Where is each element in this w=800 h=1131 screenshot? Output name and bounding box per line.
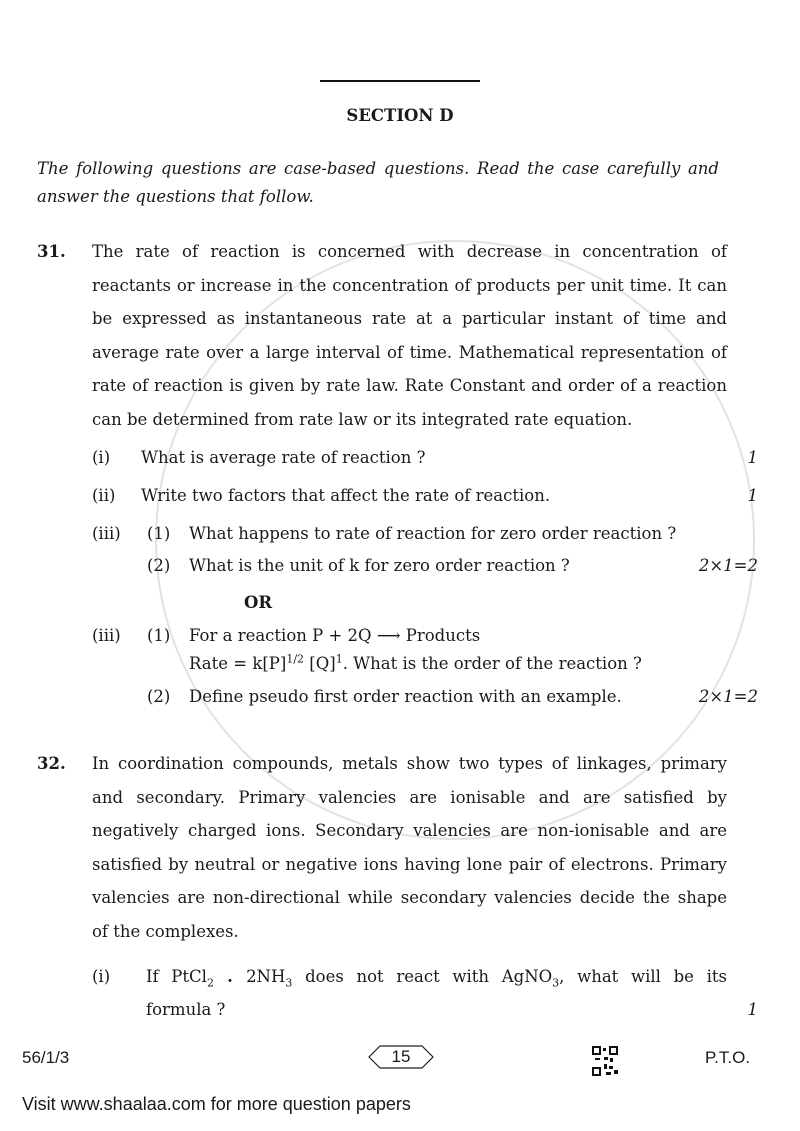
text-line: be expressed as instantaneous rate at a particular instant of time and <box>92 309 727 329</box>
text-line: of the complexes. <box>92 921 239 941</box>
pto-label: P.T.O. <box>705 1048 751 1067</box>
part-text: For a reaction P + 2Q ⟶ Products <box>189 626 481 645</box>
section-instructions: The following questions are case-based questions. Read the case carefully and answer the questions that follow. <box>37 159 719 206</box>
subq-label: (i) <box>92 967 111 986</box>
question-number: 32. <box>37 754 66 773</box>
marks: 1 <box>747 486 758 505</box>
subscript: 3 <box>552 976 560 990</box>
subq-text <box>146 965 727 989</box>
part-label: (2) <box>147 687 171 706</box>
marks: 2×1=2 <box>698 556 758 575</box>
text: Rate = k[P] <box>189 654 287 673</box>
subscript: 2 <box>206 976 214 990</box>
subq-text: What is average rate of reaction ? <box>141 448 426 467</box>
paper-code: 56/1/3 <box>22 1048 70 1067</box>
part-label: (1) <box>147 524 171 543</box>
marks: 2×1=2 <box>698 687 758 706</box>
subq-text: formula ? <box>146 1000 226 1019</box>
text: [Q] <box>304 654 336 673</box>
subq-text: Write two factors that affect the rate of reaction. <box>141 486 551 505</box>
qr-code-icon <box>592 1046 618 1076</box>
part-text: What happens to rate of reaction for zero order reaction ? <box>189 524 677 543</box>
text-line: satisfied by neutral or negative ions having lone pair of electrons. Primary <box>92 854 727 874</box>
text: . <box>213 967 247 986</box>
section-title: SECTION D <box>346 106 454 125</box>
text-line: rate of reaction is given by rate law. Rate Constant and order of a reaction <box>92 376 727 396</box>
text-line: valencies are non-directional while secondary valencies decide the shape <box>92 888 727 908</box>
text: 2NH <box>246 967 286 986</box>
text-line: average rate over a large interval of time. Mathematical representation of <box>92 342 727 362</box>
page-number-badge <box>368 1045 434 1069</box>
visit-link[interactable]: Visit www.shaalaa.com for more question papers <box>22 1094 411 1114</box>
part-label: (1) <box>147 626 171 645</box>
text-line: The rate of reaction is concerned with decrease in concentration of <box>92 242 727 261</box>
part-text: Define pseudo first order reaction with an example. <box>189 687 622 706</box>
text: . What is the order of the reaction ? <box>342 654 642 673</box>
exponent: 1 <box>335 652 343 666</box>
text-line: negatively charged ions. Secondary valencies are non-ionisable and are <box>92 821 727 841</box>
subscript: 3 <box>285 976 293 990</box>
top-rule <box>320 80 480 82</box>
subq-label: (iii) <box>92 626 121 645</box>
text: If PtCl <box>146 967 207 986</box>
exponent: 1/2 <box>286 652 305 666</box>
marks: 1 <box>747 448 758 467</box>
rate-law-text <box>189 652 642 676</box>
marks: 1 <box>747 1000 758 1019</box>
text-line: In coordination compounds, metals show two types of linkages, primary <box>92 754 727 773</box>
subq-label: (ii) <box>92 486 116 505</box>
subq-label: (i) <box>92 448 111 467</box>
text: does not react with AgNO <box>292 967 553 986</box>
text-line: and secondary. Primary valencies are ionisable and are satisfied by <box>92 787 727 807</box>
or-label: OR <box>244 593 273 612</box>
text-line: reactants or increase in the concentration of products per unit time. It can <box>92 275 727 295</box>
question-number: 31. <box>37 242 66 261</box>
page-number: 15 <box>391 1047 411 1066</box>
part-label: (2) <box>147 556 171 575</box>
part-text: What is the unit of k for zero order reaction ? <box>189 556 570 575</box>
question-32-text <box>92 747 727 949</box>
text-line: can be determined from rate law or its integrated rate equation. <box>92 409 633 429</box>
subq-label: (iii) <box>92 524 121 543</box>
question-31-text <box>92 235 727 437</box>
text: , what will be its <box>559 967 728 986</box>
